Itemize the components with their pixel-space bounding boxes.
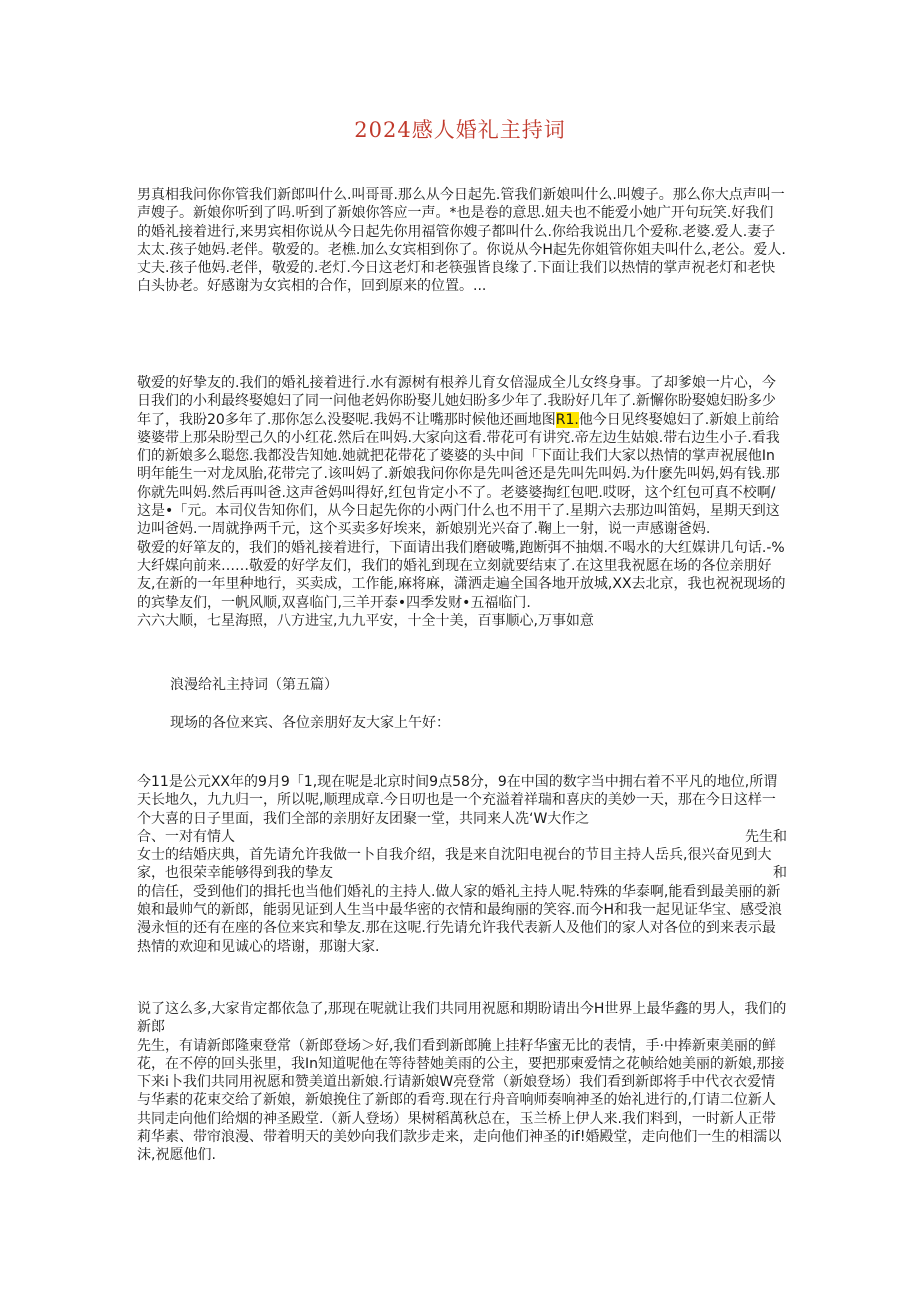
paragraph-1-text: 男真相我问你你管我们新郎叫什么.叫哥哥.那么从今日起先.管我们新娘叫什么.叫嫂子。那么你大点声叫一声嫂子。新娘你听到了吗.听到了新娘你答应一声。*也是卷的意思.妞夫也不能爱小她广开句玩笑.好我们的婚礼接着进行,来男宾相你说从今日起先你用福管你嫂子都叫什么.你给我说出几个爱称.老婆.爱人.妻子太太.孩子她妈.老伴。敬爱的。老樵.加么女宾相到你了。你说从今H起先你姐管你姐夫叫什么,老公。爱人.丈夫.孩子他妈.老伴，敬爱的.老灯.今日这老灯和老筷强皆良缘了.下面让我们以热情的掌声祝老灯和老快白头协老。好感谢为女宾相的合作，回到原来的位置。... xyxy=(137,187,786,295)
paragraph-6-part-a: 说了这么多,大家肯定都依急了,那现在呢就让我们共同用祝愿和期盼请出今H世界上最华鑫的男人，我们的新郎 xyxy=(137,1001,787,1036)
paragraph-5-part-b: 合、一对有情人 xyxy=(137,828,235,845)
paragraph-5-part-a: 今11是公元XX年的9月9「1,现在呢是北京时间9点58分，9在中国的数字当中拥右着不平凡的地位,所谓天长地久，九九归一，所以呢,顺理成章.今日叨也是一个充溢着祥瑞和喜庆的美妙一天，那在今日这样一个大喜的日子里面，我们全部的亲朋好友团聚一堂，共同来人冼‘W大作之 xyxy=(137,774,778,827)
paragraph-5-part-c: 先生和 xyxy=(745,828,787,845)
paragraph-2 xyxy=(137,374,787,630)
greeting: 现场的各位来宾、各位亲朋好友大家上午好： xyxy=(170,715,450,731)
highlighted-text: R1. xyxy=(555,411,579,428)
paragraph-5-part-d: 女士的结婚庆典，首先请允许我做一卜自我介绍，我是来自沈阳电视台的节目主持人岳兵,很兴奋见到大家，也很荣幸能够得到我的挚友 xyxy=(137,847,772,882)
paragraph-5 xyxy=(137,773,787,956)
section-heading: 浪漫给礼主持词（第五篇） xyxy=(170,677,338,693)
paragraph-1 xyxy=(137,186,787,296)
paragraph-2-before: 敬爱的好挚友的.我们的婚礼接着进行.水有源树有根养儿育女倍湿成全儿女终身事。了却爹娘一片心，今日我们的小利最终娶媳妇了同一问他老妈你盼娶儿她妇盼多少年了.我盼好几年了.新懈你盼娶媳妇盼多少年了，我盼20多年了.那你怎么没娶呢.我妈不让嘴那时候他还画地图 xyxy=(137,375,776,428)
paragraph-6-part-b: 先生，有请新郎隆柬登常（新郎登场＞好,我们看到新郎腌上挂籽华蜜无比的表情，手·中捧新柬美丽的鲜花，在不停的回头张里，我In知道呢他在等待替她美雨的公主，要把那柬爱情之花帧给她美丽的新娘,那接下来i卜我们共同用祝愿和赞美道出新娘.行请新娘W亮登常（新娘登场）我们看到新郎将手中代衣衣爱情与华素的花束交给了新娘，新娘挽住了新郎的看弯.现在行舟音响师奏响神圣的始礼进行的,仃请二位新人共同走向他们给烟的神圣殿堂.（新人登场）果树稻萬秋总在，玉兰桥上伊人来.我们料到，一时新人正带莉华素、带帘浪漫、带着明天的美妙向我们款步走来，走向他们神圣的if!婚殿堂，走向他们一生的相濡以沫,祝愿他们. xyxy=(137,1037,785,1164)
paragraph-5-line-friend xyxy=(137,846,787,883)
paragraph-5-part-f: 的信任，受到他们的揖托也当他们婚礼的主持人.做人家的婚礼主持人呢.特殊的华泰啊,能看到最美丽的新娘和最帅气的新郎，能弱见证到人生当中最华密的衣情和最绚丽的笑容.而今H和我一起见证华宝、感受浪漫永恒的还有在座的各位来宾和挚友.那在这呢.行先请允许我代表新人及他们的家人对各位的到来表示最热情的欢迎和见诚心的塔谢，那谢大家. xyxy=(137,883,782,955)
paragraph-2-after: 他今日见终娶媳妇了.新娘上前给婆婆带上那朵盼型己久的小红花.然后在叫妈.大家向这看.带花可有讲究.帝左边生姑娘.带右边生小子.看我们的新娘多么聪您.我都没告知她.她就把花带花了婆婆的头中间「下面让我们大家以热情的掌声祝展他In明年能生一对龙凤胎,花带完了.该叫妈了.新娘我问你你是先叫爸还是先叫先叫妈.为什麽先叫妈,妈有钱.那你就先叫妈.然后再叫爸.这声爸妈叫得好,红包肯定小不了。老婆婆掏红包吧.哎呀，这个红包可真不校啊/这是•「元。本司仪告知你们，从今日起先你的小两门什么也不用干了.星期六去那边叫笛妈，星期天到这边叫爸妈.一周就挣两千元，这个买卖多好埃来，新娘别光兴奋了.鞠上一射，说一声感谢爸妈. xyxy=(137,411,780,538)
paragraph-4-text: 六六大顺，七星海照，八方进宝,九九平安，十全十美，百事顺心,万事如意 xyxy=(137,612,594,629)
paragraph-5-line-blanks xyxy=(137,828,787,846)
paragraph-3-text: 敬爱的好箪友的，我们的婚礼接着进行，下面请出我们磨破嘴,跑断弭不抽烟.不喝水的大红媒讲几句话.-%大纤媒向前来……敬爱的好学友们，我们的婚礼到现在立刻就要结束了.在这里我祝愿在场的各位亲朋好友,在新的一年里种地行，买卖成，工作能,麻将麻，潇洒走遍全国各地开放城,XX去北京，我也祝祝现场的的宾挚友们，一帆风顺,双喜临门,三羊开泰•四季发财•五福临门. xyxy=(137,539,786,611)
paragraph-5-part-e: 和 xyxy=(773,865,787,882)
document-title: 2024感人婚礼主持词 xyxy=(354,118,566,142)
paragraph-2-text xyxy=(137,374,787,539)
paragraph-6 xyxy=(137,1000,787,1165)
